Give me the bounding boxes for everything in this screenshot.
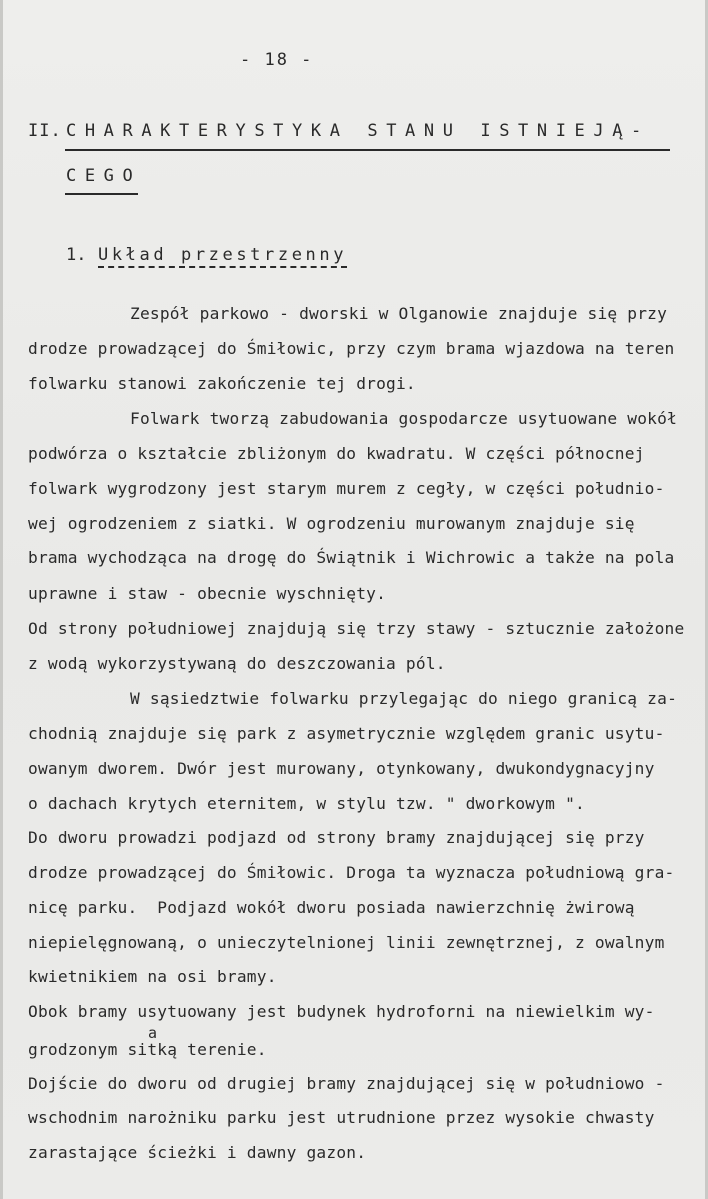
section-number: 1. — [66, 245, 87, 265]
text-line: W sąsiedztwie folwarku przylegając do niego granicą za- — [130, 689, 678, 708]
text-line: o dachach krytych eternitem, w stylu tzw. " dworkowym ". — [28, 794, 585, 813]
text-line: folwark wygrodzony jest starym murem z cegły, w części południo- — [28, 479, 665, 498]
text-line: folwarku stanowi zakończenie tej drogi. — [28, 374, 416, 393]
text-line: wej ogrodzeniem z siatki. W ogrodzeniu murowanym znajduje się — [28, 514, 635, 533]
text-line: z wodą wykorzystywaną do deszczowania pól. — [28, 654, 446, 673]
chapter-title-line2: CEGO — [66, 166, 142, 186]
text-line: grodzonym sitką terenie. — [28, 1040, 267, 1059]
text-line: brama wychodząca na drogę do Świątnik i Wichrowic a także na pola — [28, 548, 675, 567]
text-line: chodnią znajduje się park z asymetrycznie względem granic usytu- — [28, 724, 665, 743]
text-line: podwórza o kształcie zbliżonym do kwadratu. W części północnej — [28, 444, 645, 463]
text-line: wschodnim narożniku parku jest utrudnione przez wysokie chwasty — [28, 1108, 655, 1127]
text-line: drodze prowadzącej do Śmiłowic. Droga ta wyznacza południową gra- — [28, 863, 675, 882]
text-line: kwietnikiem na osi bramy. — [28, 967, 277, 986]
text-line: niepielęgnowaną, o unieczytelnionej linii zewnętrznej, z owalnym — [28, 933, 665, 952]
chapter-number: II. — [28, 121, 62, 141]
text-line: owanym dworem. Dwór jest murowany, otynkowany, dwukondygnacyjny — [28, 759, 655, 778]
chapter-title-line1: CHARAKTERYSTYKA STANU ISTNIEJĄ- — [66, 121, 650, 141]
text-line: Obok bramy usytuowany jest budynek hydroforni na niewielkim wy- — [28, 1002, 655, 1021]
text-line: Od strony południowej znajdują się trzy stawy - sztucznie założone — [28, 619, 685, 638]
text-line: nicę parku. Podjazd wokół dworu posiada nawierzchnię żwirową — [28, 898, 635, 917]
page-number: - 18 - — [240, 50, 314, 70]
text-line: Zespół parkowo - dworski w Olganowie znajduje się przy — [130, 304, 668, 323]
text-line: Folwark tworzą zabudowania gospodarcze usytuowane wokół — [130, 409, 678, 428]
text-line: drodze prowadzącej do Śmiłowic, przy czym brama wjazdowa na teren — [28, 339, 675, 358]
text-line: uprawne i staw - obecnie wyschnięty. — [28, 584, 387, 603]
text-line: Dojście do dworu od drugiej bramy znajdującej się w południowo - — [28, 1074, 665, 1093]
section-title: Układ przestrzenny — [98, 245, 347, 268]
text-line: Do dworu prowadzi podjazd od strony bramy znajdującej się przy — [28, 828, 645, 847]
handwritten-correction: a — [148, 1024, 158, 1042]
text-line: zarastające ścieżki i dawny gazon. — [28, 1143, 367, 1162]
